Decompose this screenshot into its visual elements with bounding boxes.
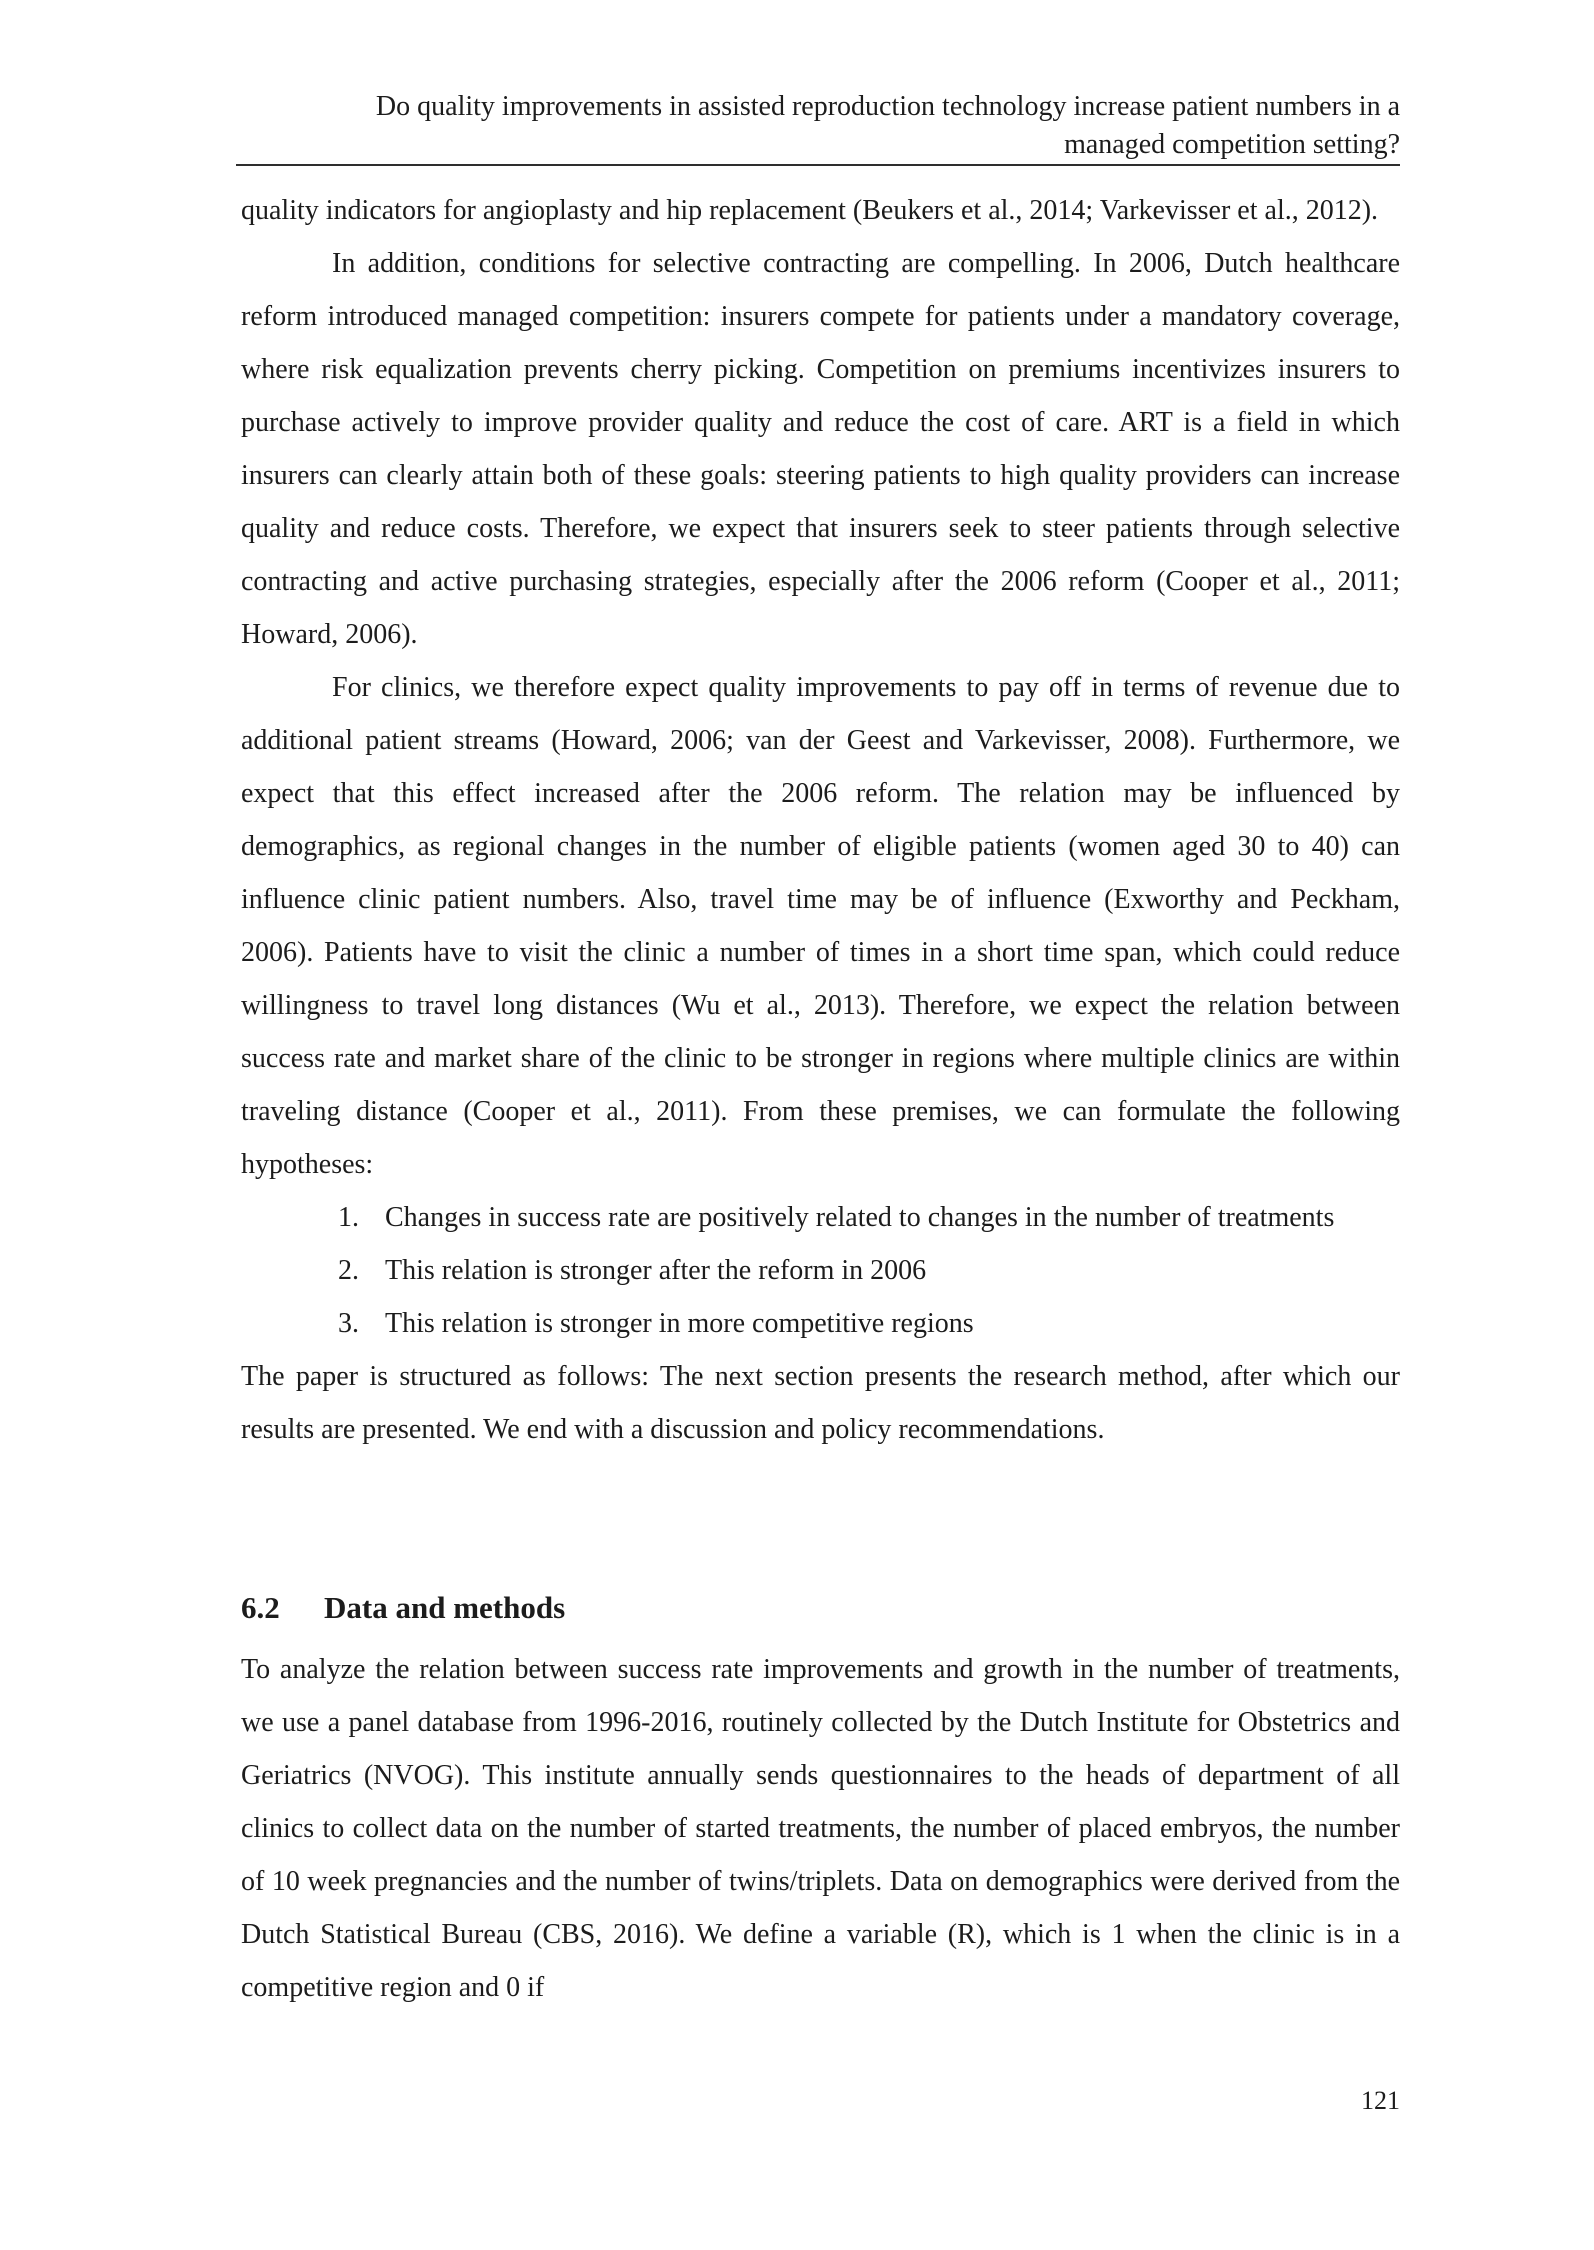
- list-item: [241, 1191, 1400, 1244]
- list-item: [241, 1244, 1400, 1297]
- page-number: 121: [1361, 2086, 1400, 2115]
- running-header-line-2: managed competition setting?: [1064, 129, 1400, 160]
- list-item-text: This relation is stronger after the reform in 2006: [385, 1255, 927, 1286]
- list-item-marker: 2.: [338, 1255, 359, 1286]
- list-item: [241, 1297, 1400, 1350]
- paragraph: To analyze the relation between success rate improvements and growth in the number of treatments, we use a panel database from 1996-2016, routinely collected by the Dutch Institute for Obstetrics and Geriatrics (NVOG). This institute annually sends questionnaires to the heads of department of all clinics to collect data on the number of started treatments, the number of placed embryos, the number of 10 week pregnancies and the number of twins/triplets. Data on demographics were derived from the Dutch Statistical Bureau (CBS, 2016). We define a variable (R), which is 1 when the clinic is in a competitive region and 0 if: [241, 1654, 1400, 2003]
- section-number: 6.2: [241, 1590, 280, 1625]
- running-header-line-1: Do quality improvements in assisted reproduction technology increase patient numbers in a: [375, 91, 1400, 122]
- hypotheses-list: [241, 1191, 1400, 1350]
- paragraph: In addition, conditions for selective contracting are compelling. In 2006, Dutch healthcare reform introduced managed competition: insurers compete for patients under a mandatory coverage, where risk equalization prevents cherry picking. Competition on premiums incentivizes insurers to purchase actively to improve provider quality and reduce the cost of care. ART is a field in which insurers can clearly attain both of these goals: steering patients to high quality providers can increase quality and reduce costs. Therefore, we expect that insurers seek to steer patients through selective contracting and active purchasing strategies, especially after the 2006 reform (Cooper et al., 2011; Howard, 2006).: [241, 248, 1400, 650]
- section-heading: [241, 1588, 1400, 1628]
- list-item-text: Changes in success rate are positively related to changes in the number of treatments: [385, 1202, 1335, 1233]
- running-header: [236, 88, 1400, 166]
- list-item-marker: 3.: [338, 1308, 359, 1339]
- list-item-text: This relation is stronger in more competitive regions: [385, 1308, 974, 1339]
- paragraph: The paper is structured as follows: The next section presents the research method, after which our results are presented. We end with a discussion and policy recommendations.: [241, 1361, 1400, 1445]
- section-block: [241, 1588, 1400, 2014]
- list-item-marker: 1.: [338, 1202, 359, 1233]
- body-text: [241, 184, 1400, 1456]
- paragraph: For clinics, we therefore expect quality improvements to pay off in terms of revenue due to additional patient streams (Howard, 2006; van der Geest and Varkevisser, 2008). Furthermore, we expect that this effect increased after the 2006 reform. The relation may be influenced by demographics, as regional changes in the number of eligible patients (women aged 30 to 40) can influence clinic patient numbers. Also, travel time may be of influence (Exworthy and Peckham, 2006). Patients have to visit the clinic a number of times in a short time span, which could reduce willingness to travel long distances (Wu et al., 2013). Therefore, we expect the relation between success rate and market share of the clinic to be stronger in regions where multiple clinics are within traveling distance (Cooper et al., 2011). From these premises, we can formulate the following hypotheses:: [241, 672, 1400, 1180]
- section-title: Data and methods: [324, 1590, 566, 1625]
- paragraph: quality indicators for angioplasty and hip replacement (Beukers et al., 2014; Varkevisser et al., 2012).: [241, 195, 1379, 226]
